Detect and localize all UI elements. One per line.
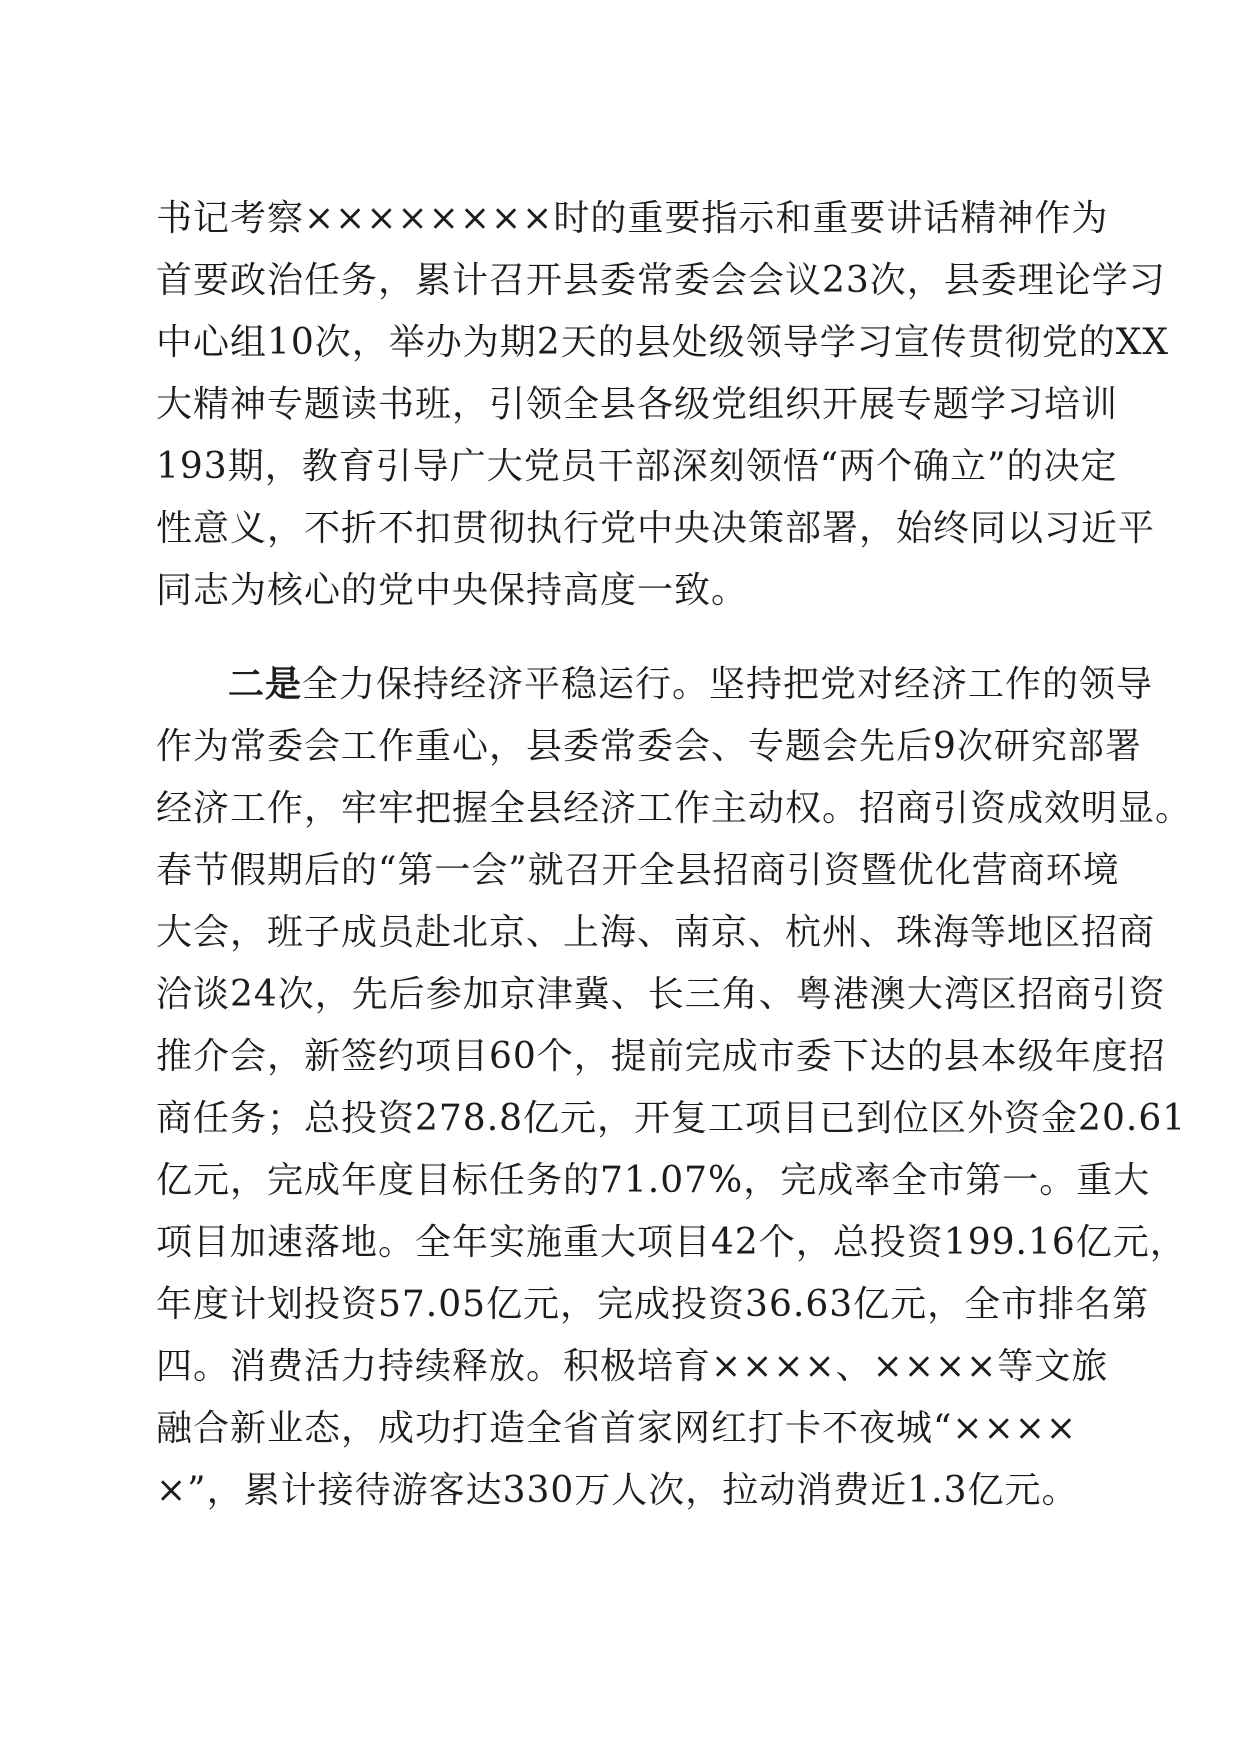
paragraph-2-line: 推介会，新签约项目60个，提前完成市委下达的县本级年度招 bbox=[156, 1036, 1166, 1077]
paragraph-2-first-line bbox=[156, 654, 1154, 716]
paragraph-2-first-line-text: 全力保持经济平稳运行。坚持把党对经济工作的领导 bbox=[302, 664, 1154, 705]
paragraph-2-line: 作为常委会工作重心，县委常委会、专题会先后9次研究部署 bbox=[156, 726, 1142, 767]
paragraph-1 bbox=[156, 188, 1169, 622]
paragraph-2-line: 融合新业态，成功打造全省首家网红打卡不夜城“×××× bbox=[156, 1408, 1078, 1449]
paragraph-2-lead: 二是 bbox=[228, 664, 303, 705]
paragraph-2-line: ×”，累计接待游客达330万人次，拉动消费近1.3亿元。 bbox=[156, 1470, 1079, 1511]
paragraph-2-line: 大会，班子成员赴北京、上海、南京、杭州、珠海等地区招商 bbox=[156, 912, 1156, 953]
paragraph-2-line: 春节假期后的“第一会”就召开全县招商引资暨优化营商环境 bbox=[156, 850, 1120, 891]
paragraph-1-line: 书记考察××××××××时的重要指示和重要讲话精神作为 bbox=[156, 198, 1109, 239]
paragraph-2-line: 四。消费活力持续释放。积极培育××××、××××等文旅 bbox=[156, 1346, 1109, 1387]
paragraph-2-line: 项目加速落地。全年实施重大项目42个，总投资199.16亿元， bbox=[156, 1222, 1187, 1263]
paragraph-2 bbox=[156, 654, 1193, 1522]
paragraph-1-line: 大精神专题读书班，引领全县各级党组织开展专题学习培训 bbox=[156, 384, 1119, 425]
paragraph-1-line: 首要政治任务，累计召开县委常委会会议23次，县委理论学习 bbox=[156, 260, 1166, 301]
paragraph-2-line: 商任务；总投资278.8亿元，开复工项目已到位区外资金20.61 bbox=[156, 1098, 1187, 1139]
paragraph-1-line: 193期，教育引导广大党员干部深刻领悟“两个确立”的决定 bbox=[156, 446, 1118, 487]
paragraph-2-line: 年度计划投资57.05亿元，完成投资36.63亿元，全市排名第 bbox=[156, 1284, 1150, 1325]
paragraph-2-line: 亿元，完成年度目标任务的71.07%，完成率全市第一。重大 bbox=[156, 1160, 1151, 1201]
paragraph-2-line: 洽谈24次，先后参加京津冀、长三角、粤港澳大湾区招商引资 bbox=[156, 974, 1166, 1015]
paragraph-2-line: 经济工作，牢牢把握全县经济工作主动权。招商引资成效明显。 bbox=[156, 788, 1193, 829]
paragraph-1-line: 同志为核心的党中央保持高度一致。 bbox=[156, 570, 749, 611]
paragraph-1-line: 性意义，不折不扣贯彻执行党中央决策部署，始终同以习近平 bbox=[156, 508, 1156, 549]
paragraph-1-line: 中心组10次，举办为期2天的县处级领导学习宣传贯彻党的XX bbox=[156, 322, 1169, 363]
